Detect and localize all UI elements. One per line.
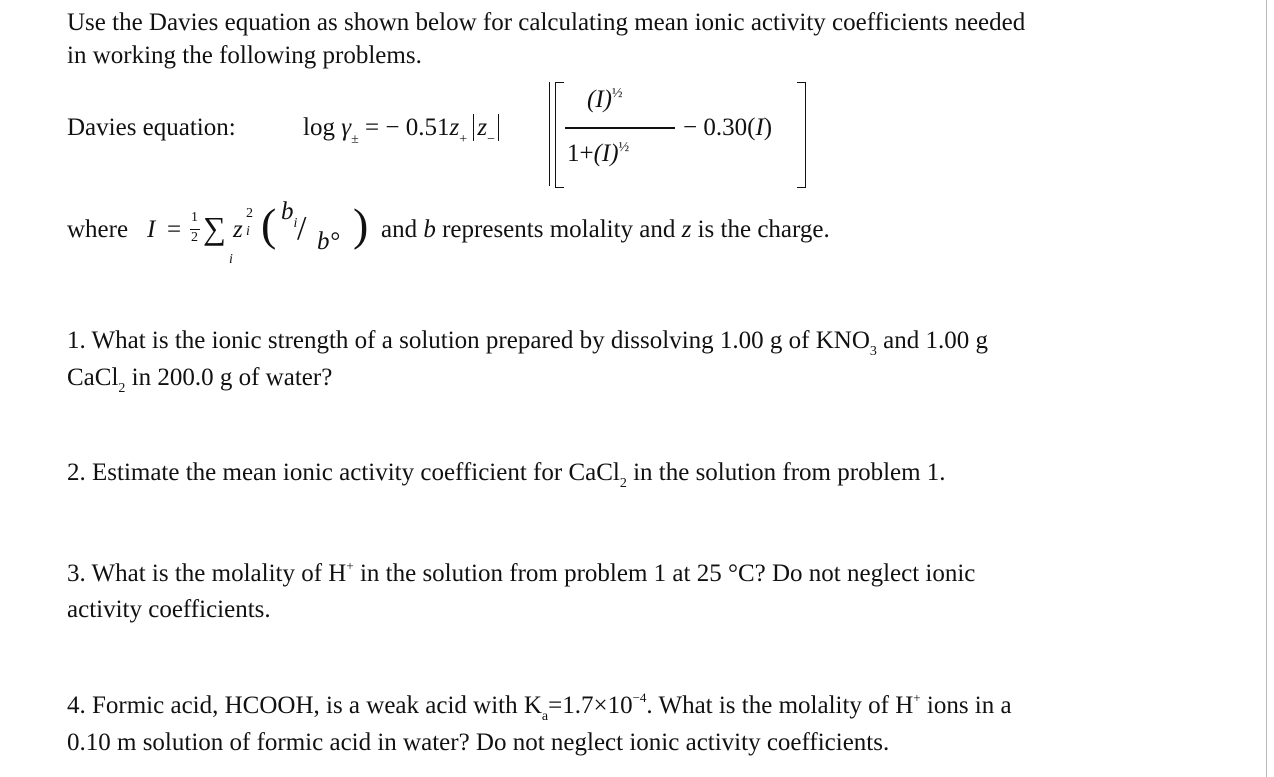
question-3-line-2: activity coefficients. [67, 596, 271, 623]
q3-text-b: in the solution from problem 1 at 25 °C? Do not neglect ionic [353, 560, 976, 587]
q1-text-b: and 1.00 g [876, 327, 989, 354]
eq-left-bracket [555, 82, 564, 188]
question-4-line-1 [67, 689, 1012, 726]
sigma-icon: ∑ [203, 210, 226, 246]
eq-tail [683, 114, 772, 142]
eq-tail-coef: − 0.30( [683, 114, 756, 141]
where-equals: = [167, 216, 182, 243]
q3-text-a: 3. What is the molality of H [67, 560, 347, 587]
eq-num-I: (I) [587, 86, 612, 113]
eq-zminus: z [477, 114, 488, 141]
eq-zminus-sub: − [487, 132, 495, 147]
eq-denominator [567, 140, 629, 168]
question-2-line-1 [67, 456, 946, 493]
intro-line-2: in working the following problems. [67, 42, 422, 69]
question-4 [67, 689, 1012, 759]
question-3 [67, 557, 975, 626]
eq-tail-I: I [755, 114, 764, 141]
eq-zplus: z [449, 114, 460, 141]
q4-text-c: . What is the molality of H [646, 692, 914, 719]
where-word: where [67, 216, 129, 243]
eq-abs-zminus [473, 114, 499, 147]
question-3-line-1 [67, 557, 975, 593]
where-slash: / [297, 210, 307, 247]
eq-tail-close: ) [763, 114, 773, 141]
q1-text-d: in 200.0 g of water? [125, 364, 333, 391]
eq-coefficient: = − 0.51 [365, 114, 450, 141]
intro-line-1: Use the Davies equation as shown below for calculating mean ionic activity coefficients needed [67, 9, 1026, 36]
where-z: z [233, 216, 243, 243]
paren-left: ( [261, 199, 277, 250]
eq-lhs [303, 114, 499, 147]
where-b-den: b° [317, 228, 340, 255]
q4-sup-b: −4 [632, 690, 647, 705]
where-z-sub: i [246, 224, 250, 239]
sigma-index: i [229, 252, 233, 267]
q4-text-d: ions in a [920, 692, 1012, 719]
question-2 [67, 456, 946, 493]
q4-sup-c: + [913, 690, 921, 705]
where-desc-z: z [681, 216, 692, 243]
eq-den-one: 1+ [567, 140, 594, 167]
where-desc-b: b [423, 216, 436, 243]
q1-text-a: 1. What is the ionic strength of a solution prepared by dissolving 1.00 g of KNO [67, 327, 870, 354]
q3-sup-a: + [346, 558, 354, 573]
q4-sub-a: a [541, 709, 549, 724]
eq-right-bracket [797, 82, 806, 188]
eq-den-exp: ½ [618, 140, 630, 155]
eq-num-exp: ½ [611, 86, 623, 101]
eq-numerator [587, 86, 622, 114]
eq-gamma-sub: ± [351, 132, 359, 147]
q1-sub-a: 3 [869, 344, 877, 359]
where-half-den: 2 [191, 230, 198, 245]
paren-right: ) [353, 199, 369, 250]
where-z-exp: 2 [246, 206, 253, 221]
where-I: I [147, 216, 156, 243]
where-desc-2: represents molality and [435, 216, 682, 243]
eq-abs-bar-right [549, 82, 550, 186]
where-b-num [281, 198, 298, 231]
eq-gamma: γ [341, 114, 352, 141]
q4-text-b: =1.7×10 [548, 692, 633, 719]
q2-text-b: in the solution from problem 1. [626, 459, 946, 486]
question-1-line-2 [67, 361, 988, 398]
davies-equation-label: Davies equation: [67, 114, 236, 141]
eq-fraction-bar [565, 127, 675, 129]
eq-log: log [303, 114, 335, 141]
q2-text-a: 2. Estimate the mean ionic activity coefficient for CaCl [67, 459, 620, 486]
q1-sub-c: 2 [118, 381, 126, 396]
where-desc-3: is the charge. [691, 216, 830, 243]
question-1 [67, 324, 988, 398]
question-4-line-2: 0.10 m solution of formic acid in water? Do not neglect ionic activity coefficients. [67, 729, 890, 756]
where-b-sub: i [293, 216, 298, 231]
where-half-num: 1 [191, 210, 198, 225]
q1-text-c: CaCl [67, 364, 119, 391]
ionic-strength-definition [67, 196, 967, 276]
eq-zplus-sub: + [459, 132, 468, 147]
where-desc-1: and [381, 216, 424, 243]
question-1-line-1 [67, 324, 988, 361]
where-description [381, 216, 830, 244]
davies-equation [303, 80, 823, 188]
q2-sub-a: 2 [619, 476, 627, 491]
intro-paragraph [67, 6, 1025, 72]
eq-den-I: (I) [593, 140, 619, 167]
page-edge-divider [1266, 0, 1267, 777]
q4-text-a: 4. Formic acid, HCOOH, is a weak acid with K [67, 692, 542, 719]
where-b-num-text: b [281, 198, 294, 225]
